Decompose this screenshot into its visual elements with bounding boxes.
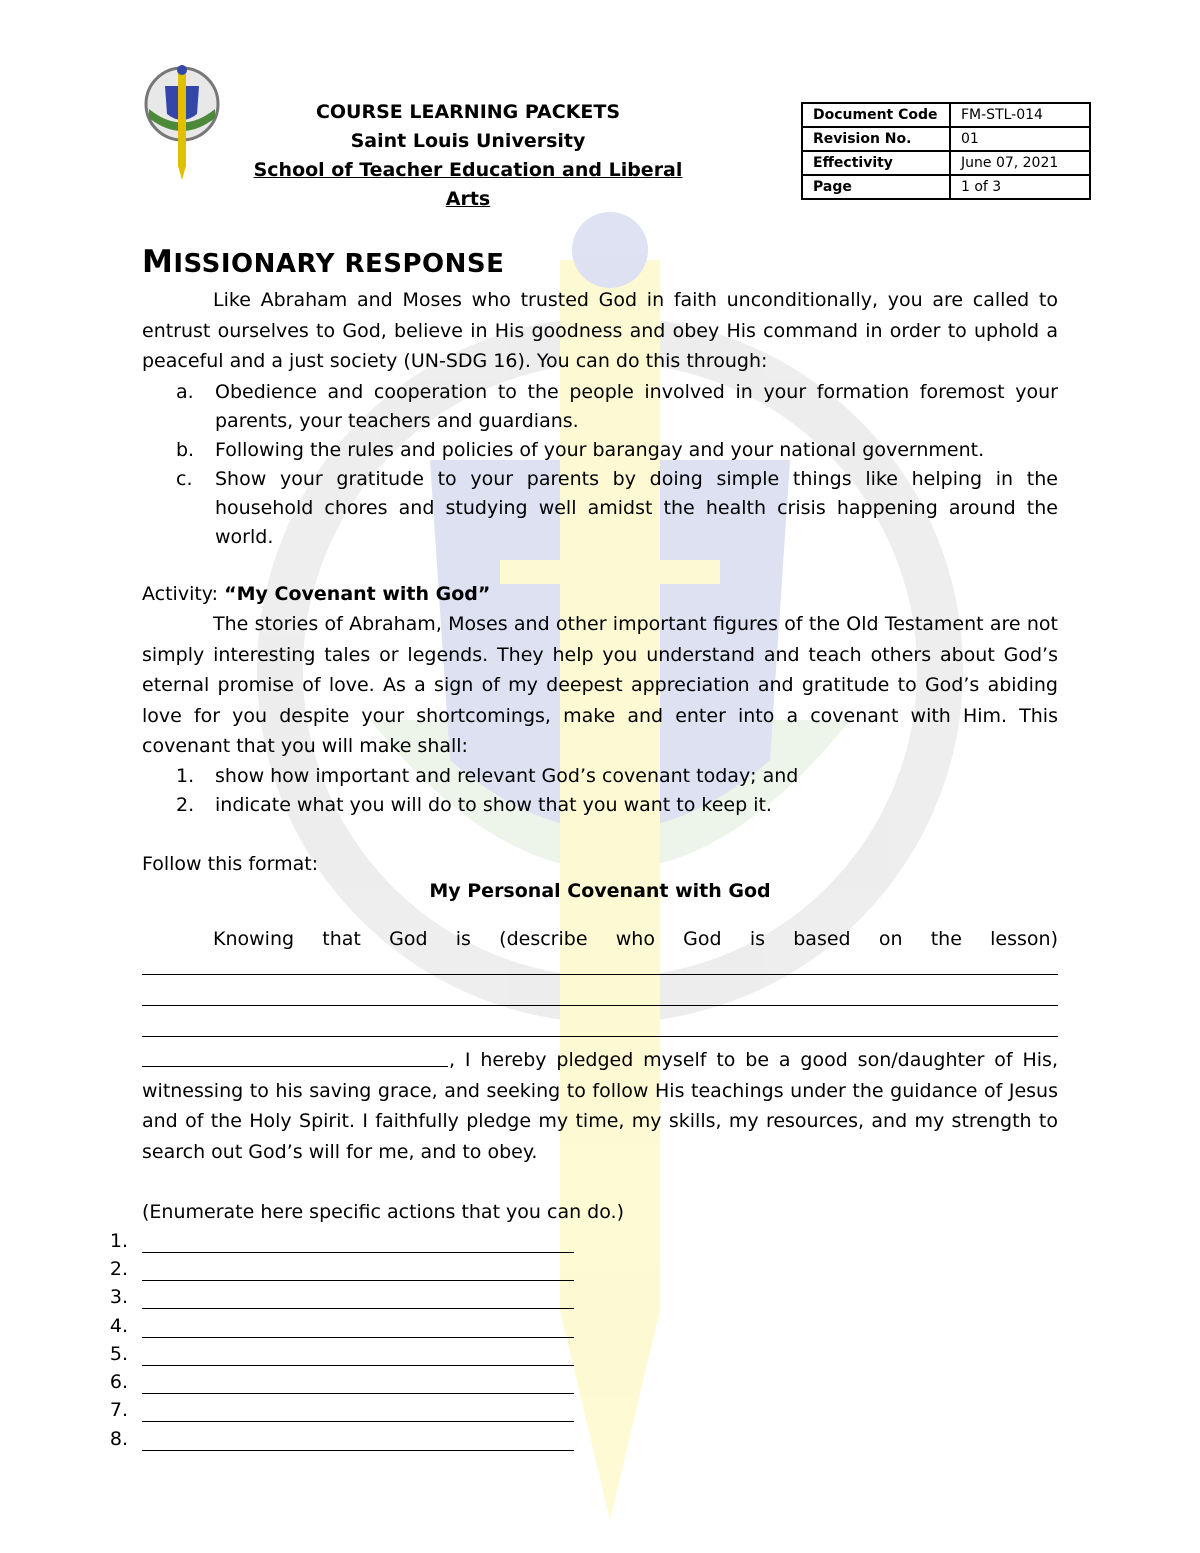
action-number: 8. [109, 1428, 128, 1450]
action-number: 7. [109, 1399, 128, 1421]
action-blank-line[interactable] [142, 1421, 574, 1422]
list-item [142, 378, 1058, 436]
answer-line[interactable] [142, 1005, 1058, 1006]
ways-list [142, 378, 1058, 552]
university-logo [135, 64, 229, 182]
action-number: 3. [109, 1286, 128, 1308]
activity-paragraph: The stories of Abraham, Moses and other important figures of the Old Testament are not simply interesting tales or legends. They help you understand and teach others about God’s eternal promise of love. As a sign of my deepest appreciation and gratitude to God’s abiding love for you despite your shortcomings, make and enter into a covenant with Him. This covenant that you will make shall: [142, 613, 1058, 757]
action-row [0, 1258, 600, 1286]
header-titles [230, 98, 706, 214]
section-title-rest: ISSIONARY RESPONSE [173, 249, 505, 279]
action-row [0, 1230, 600, 1258]
list-marker: a. [176, 381, 194, 403]
action-blank-line[interactable] [142, 1308, 574, 1309]
action-number: 4. [109, 1315, 128, 1337]
answer-line[interactable] [142, 974, 1058, 975]
pledge-paragraph: , I hereby pledged myself to be a good son/daughter of His, witnessing to his saving grace, and seeking to follow His teachings under the guidance of Jesus and of the Holy Spirit. I faithfully pledge my time, my skills, my resources, and my strength to search out God’s will for me, and to obey. [142, 1049, 1058, 1163]
action-blank-line[interactable] [142, 1337, 574, 1338]
revision-value: 01 [950, 127, 1090, 151]
action-number: 5. [109, 1343, 128, 1365]
action-blank-line[interactable] [142, 1280, 574, 1281]
table-row [802, 175, 1090, 199]
table-row [802, 127, 1090, 151]
format-title: My Personal Covenant with God [429, 880, 771, 902]
document-info-table [801, 102, 1091, 200]
action-blank-line[interactable] [142, 1393, 574, 1394]
action-number: 6. [109, 1371, 128, 1393]
action-blank-line[interactable] [142, 1252, 574, 1253]
revision-label: Revision No. [802, 127, 950, 151]
list-marker: b. [176, 439, 195, 461]
answer-line[interactable] [142, 1036, 1058, 1037]
action-number: 2. [109, 1258, 128, 1280]
list-item [142, 465, 1058, 552]
activity-heading [142, 579, 1058, 610]
list-item-text: Following the rules and policies of your barangay and your national government. [215, 439, 985, 461]
doc-code-label: Document Code [802, 103, 950, 127]
activity-title: “My Covenant with God” [224, 583, 491, 605]
list-item-text: show how important and relevant God’s covenant today; and [215, 765, 799, 787]
table-row [802, 103, 1090, 127]
list-marker: c. [176, 468, 193, 490]
action-row [0, 1343, 600, 1371]
list-item [142, 791, 1058, 820]
effectivity-label: Effectivity [802, 151, 950, 175]
packet-title: COURSE LEARNING PACKETS [315, 101, 621, 123]
intro-paragraph: Like Abraham and Moses who trusted God in faith unconditionally, you are called to entrust ourselves to God, believe in His goodness and obey His command in order to uphold a peaceful and a just society (UN-SDG 16). You can do this through: [142, 289, 1058, 372]
effectivity-value: June 07, 2021 [950, 151, 1090, 175]
list-marker: 2. [176, 794, 195, 816]
section-title [142, 244, 504, 280]
list-item-text: Obedience and cooperation to the people involved in your formation foremost your parents, your teachers and guardians. [215, 381, 1058, 432]
action-number: 1. [109, 1230, 128, 1252]
enumerate-note: (Enumerate here specific actions that you can do.) [142, 1201, 624, 1223]
action-row [0, 1315, 600, 1343]
page-value: 1 of 3 [950, 175, 1090, 199]
covenant-points-list [142, 762, 1058, 820]
action-row [0, 1399, 600, 1427]
list-item [142, 436, 1058, 465]
list-item [142, 762, 1058, 791]
follow-format-text: Follow this format: [142, 853, 319, 875]
action-blank-line[interactable] [142, 1450, 574, 1451]
university-name: Saint Louis University [350, 130, 586, 152]
list-item-text: Show your gratitude to your parents by doing simple things like helping in the household chores and studying well amidst the health crisis happening around the world. [215, 468, 1058, 548]
action-row [0, 1428, 600, 1456]
list-item-text: indicate what you will do to show that you want to keep it. [215, 794, 772, 816]
section-title-initial: M [142, 244, 174, 280]
action-row [0, 1371, 600, 1399]
knowing-text: Knowing that God is (describe who God is based on the lesson) [213, 928, 1058, 950]
table-row [802, 151, 1090, 175]
list-marker: 1. [176, 765, 195, 787]
school-name: School of Teacher Education and Liberal Arts [253, 159, 683, 210]
page-label: Page [802, 175, 950, 199]
doc-code-value: FM-STL-014 [950, 103, 1090, 127]
activity-label: Activity: [142, 583, 225, 605]
action-row [0, 1286, 600, 1314]
action-blank-line[interactable] [142, 1365, 574, 1366]
